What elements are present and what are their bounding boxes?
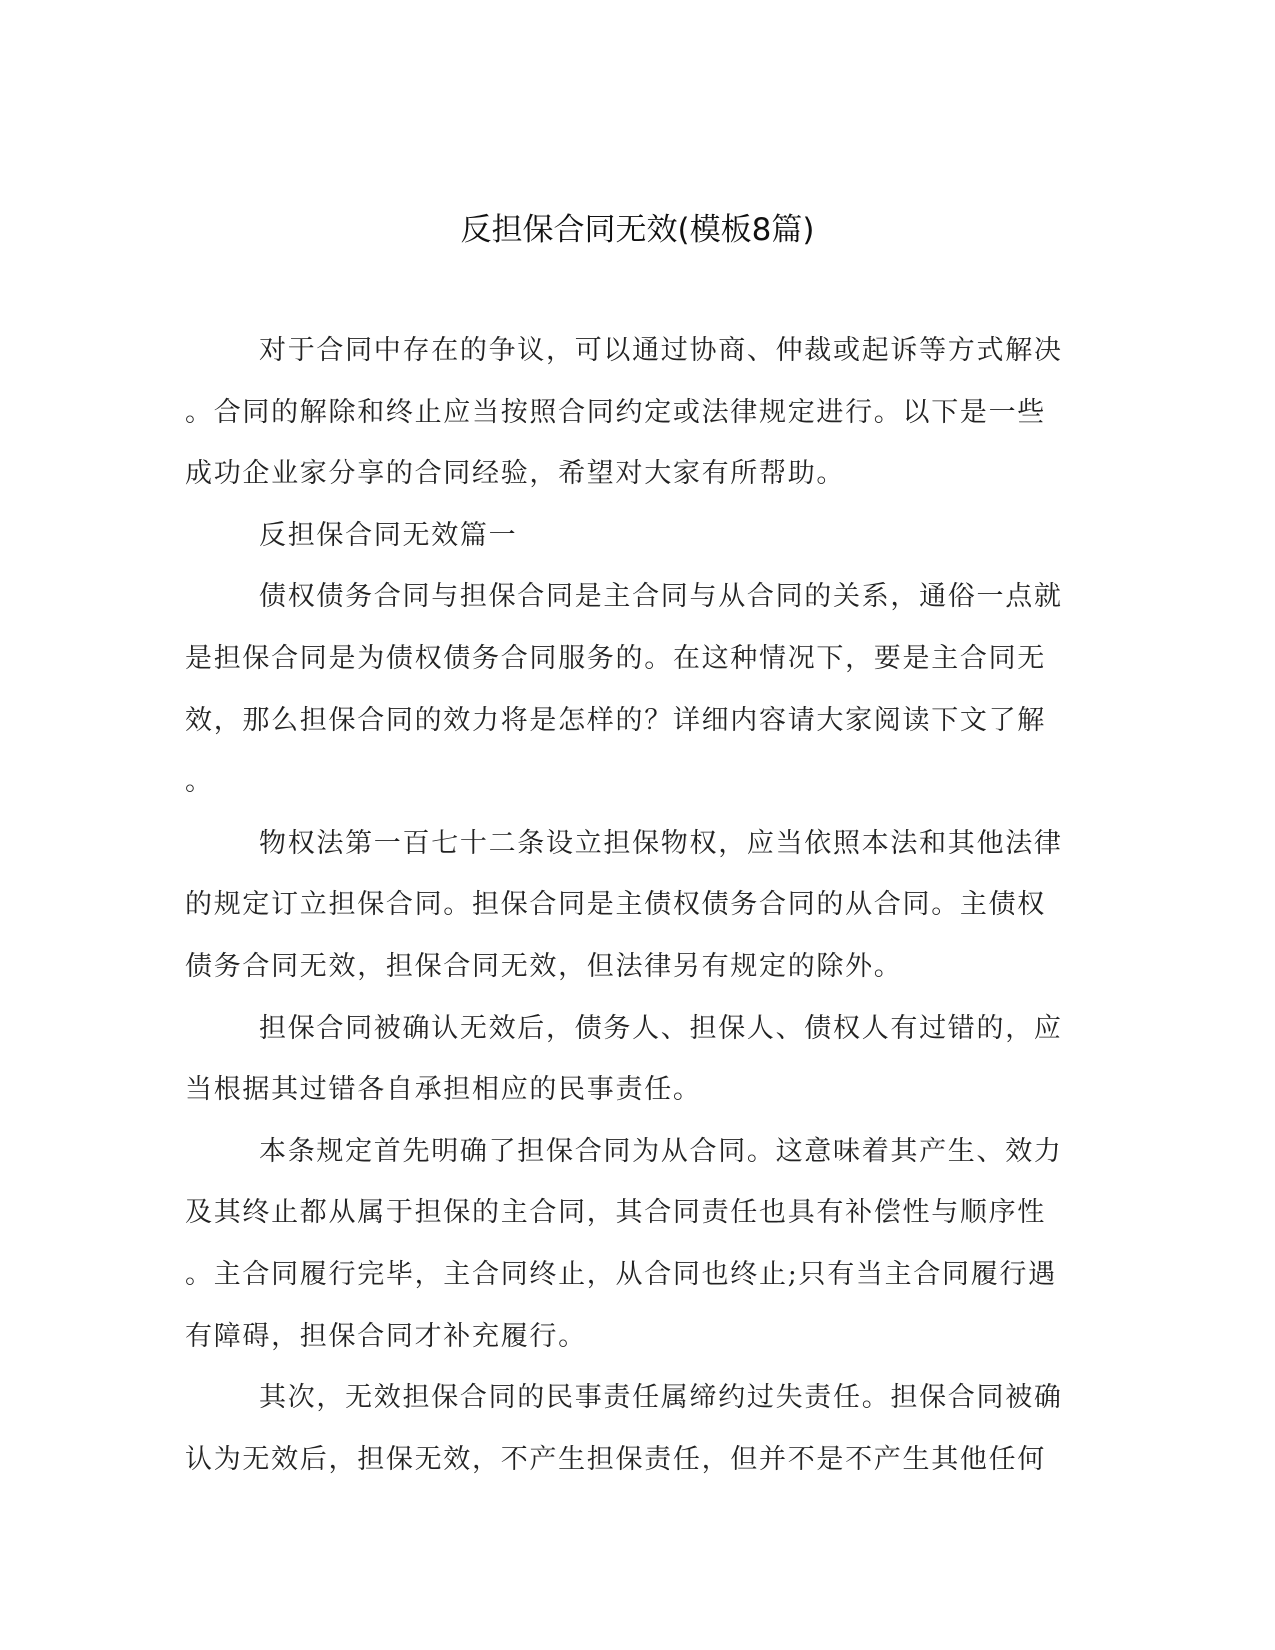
paragraph-line: 有障碍，担保合同才补充履行。 (185, 1320, 587, 1352)
paragraph-line: 当根据其过错各自承担相应的民事责任。 (185, 1074, 702, 1106)
paragraph-line: 认为无效后，担保无效，不产生担保责任，但并不是不产生其他任何 (185, 1443, 1046, 1475)
section-heading: 反担保合同无效篇一 (259, 519, 518, 551)
paragraph-line: 。 (185, 766, 214, 798)
paragraph-line: 是担保合同是为债权债务合同服务的。在这种情况下，要是主合同无 (185, 642, 1046, 674)
paragraph-line: 债权债务合同与担保合同是主合同与从合同的关系，通俗一点就 (259, 581, 1063, 613)
document-title: 反担保合同无效(模板8篇) (460, 212, 815, 248)
document-body (185, 320, 1070, 1490)
paragraph-line: 债务合同无效，担保合同无效，但法律另有规定的除外。 (185, 950, 903, 982)
paragraph-line: 本条规定首先明确了担保合同为从合同。这意味着其产生、效力 (259, 1135, 1063, 1167)
paragraph-line: 。主合同履行完毕，主合同终止，从合同也终止;只有当主合同履行遇 (185, 1258, 1057, 1290)
paragraph-line: 对于合同中存在的争议，可以通过协商、仲裁或起诉等方式解决 (259, 335, 1063, 366)
paragraph-line: 及其终止都从属于担保的主合同，其合同责任也具有补偿性与顺序性 (185, 1197, 1046, 1229)
paragraph-line: 物权法第一百七十二条设立担保物权，应当依照本法和其他法律 (259, 827, 1063, 859)
paragraph-line: 成功企业家分享的合同经验，希望对大家有所帮助。 (185, 458, 846, 490)
paragraph-line: 其次，无效担保合同的民事责任属缔约过失责任。担保合同被确 (259, 1382, 1063, 1414)
paragraph-line: 。合同的解除和终止应当按照合同约定或法律规定进行。以下是一些 (185, 396, 1046, 428)
paragraph-line: 担保合同被确认无效后，债务人、担保人、债权人有过错的，应 (259, 1012, 1063, 1044)
paragraph-line: 的规定订立担保合同。担保合同是主债权债务合同的从合同。主债权 (185, 889, 1046, 921)
paragraph-line: 效，那么担保合同的效力将是怎样的？详细内容请大家阅读下文了解 (185, 704, 1046, 736)
